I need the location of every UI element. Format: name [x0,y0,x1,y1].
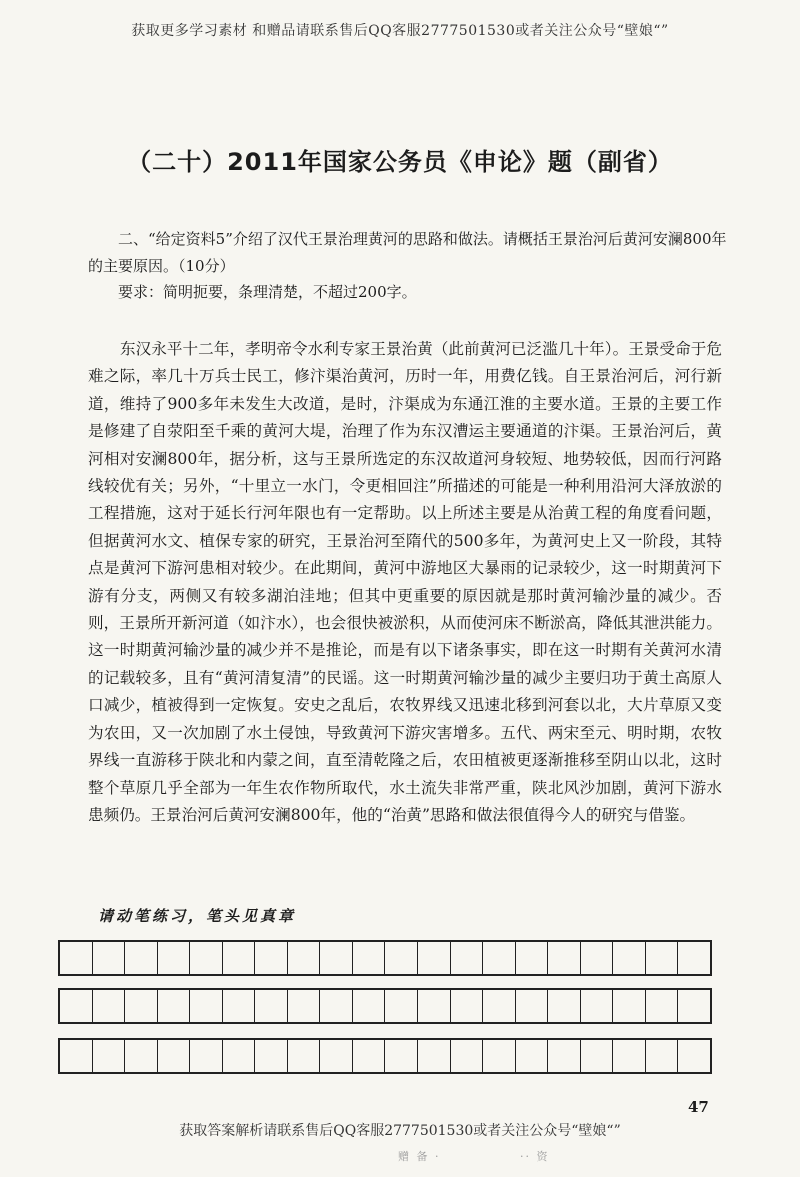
answer-grid-cell[interactable] [60,1040,93,1072]
answer-grid-cell[interactable] [483,990,516,1022]
answer-grid-cell[interactable] [548,942,581,974]
answer-grid-cell[interactable] [581,942,614,974]
answer-grid-cell[interactable] [516,1040,549,1072]
answer-grid-cell[interactable] [483,1040,516,1072]
answer-grid-cell[interactable] [646,990,679,1022]
answer-grid-cell[interactable] [288,990,321,1022]
answer-grid-cell[interactable] [516,990,549,1022]
answer-grid-row-1[interactable] [58,940,712,976]
answer-grid-cell[interactable] [190,942,223,974]
answer-grid-cell[interactable] [613,990,646,1022]
material-paragraph: 东汉永平十二年，孝明帝令水利专家王景治黄（此前黄河已泛滥几十年）。王景受命于危难之际，率几十万兵士民工，修汴渠治黄河，历时一年，用费亿钱。自王景治河后，河行新道，维持了900多年未发生大改道，是时，汴渠成为东通江淮的主要水道。王景的主要工作是修建了自荥阳至千乘的黄河大堤，治理了作为东汉漕运主要通道的汴渠。王景治河后，黄河相对安澜800年，据分析，这与王景所选定的东汉故道河身较短、地势较低，因而行河路线较优有关；另外，“十里立一水门，令更相回注”所描述的可能是一种利用沿河大泽放淤的工程措施，这对于延长行河年限也有一定帮助。以上所述主要是从治黄工程的角度看问题，但据黄河水文、植保专家的研究，王景治河至隋代的500多年，为黄河史上又一阶段，其特点是黄河下游河患相对较少。在此期间，黄河中游地区大暴雨的记录较少，这一时期黄河下游有分支，两侧又有较多湖泊洼地；但其中更重要的原因就是那时黄河输沙量的减少。否则，王景所开新河道（如汴水），也会很快被淤积，从而使河床不断淤高，降低其泄洪能力。这一时期黄河输沙量的减少并不是推论，而是有以下诸条事实，即在这一时期有关黄河水清的记载较多，且有“黄河清复清”的民谣。这一时期黄河输沙量的减少主要归功于黄土高原人口减少，植被得到一定恢复。安史之乱后，农牧界线又迅速北移到河套以北，大片草原又变为农田，又一次加剧了水土侵蚀，导致黄河下游灾害增多。五代、两宋至元、明时期，农牧界线一直游移于陕北和内蒙之间，直至清乾隆之后，农田植被更逐渐推移至阴山以北，这时整个草原几乎全部为一年生农作物所取代，水土流失非常严重，陕北风沙加剧，黄河下游水患频仍。王景治河后黄河安澜800年，他的“治黄”思路和做法很值得今人的研究与借鉴。 [88,340,722,824]
answer-grid-cell[interactable] [451,942,484,974]
answer-grid-cell[interactable] [385,942,418,974]
answer-grid-cell[interactable] [646,1040,679,1072]
scan-smudge-right: ·· 资 [520,1150,550,1163]
answer-grid-cell[interactable] [548,990,581,1022]
answer-grid-cell[interactable] [255,990,288,1022]
answer-grid-cell[interactable] [158,990,191,1022]
answer-grid-cell[interactable] [678,990,710,1022]
answer-grid-cell[interactable] [320,942,353,974]
answer-grid-cell[interactable] [288,942,321,974]
page-title: （二十）2011年国家公务员《申论》题（副省） [127,148,673,176]
top-banner: 获取更多学习素材 和赠品请联系售后QQ客服2777501530或者关注公众号“壁娘“” [131,23,669,39]
answer-grid-cell[interactable] [125,942,158,974]
answer-grid-cell[interactable] [255,1040,288,1072]
answer-grid-cell[interactable] [190,1040,223,1072]
answer-grid-cell[interactable] [678,1040,710,1072]
scan-smudge-left: 赠 备 · [398,1150,441,1163]
answer-grid-cell[interactable] [548,1040,581,1072]
answer-grid-cell[interactable] [678,942,710,974]
answer-grid-cell[interactable] [190,990,223,1022]
answer-grid-cell[interactable] [613,1040,646,1072]
answer-grid-cell[interactable] [516,942,549,974]
answer-grid-cell[interactable] [353,1040,386,1072]
answer-grid-row-3[interactable] [58,1038,712,1074]
page-number: 47 [688,1098,709,1116]
answer-grid-cell[interactable] [613,942,646,974]
question-requirement: 要求：简明扼要，条理清楚，不超过200字。 [118,283,417,301]
answer-grid-cell[interactable] [581,990,614,1022]
answer-grid-cell[interactable] [288,1040,321,1072]
answer-grid-cell[interactable] [385,990,418,1022]
answer-grid-cell[interactable] [353,990,386,1022]
answer-grid-cell[interactable] [646,942,679,974]
answer-grid-cell[interactable] [581,1040,614,1072]
answer-grid-cell[interactable] [418,990,451,1022]
practice-label: 请动笔练习，笔头见真章 [98,907,297,925]
answer-grid-cell[interactable] [255,942,288,974]
answer-grid-cell[interactable] [320,1040,353,1072]
answer-grid-cell[interactable] [223,942,256,974]
answer-grid-cell[interactable] [353,942,386,974]
answer-grid-cell[interactable] [418,1040,451,1072]
bottom-banner: 获取答案解析请联系售后QQ客服2777501530或者关注公众号“壁娘“” [179,1123,621,1139]
question-text: 二、“给定资料5”介绍了汉代王景治理黄河的思路和做法。请概括王景治河后黄河安澜800年的主要原因。（10分） [88,230,727,275]
answer-grid-row-2[interactable] [58,988,712,1024]
answer-grid-cell[interactable] [93,990,126,1022]
answer-grid-cell[interactable] [93,942,126,974]
answer-grid-cell[interactable] [158,1040,191,1072]
answer-grid-cell[interactable] [60,942,93,974]
answer-grid-cell[interactable] [60,990,93,1022]
answer-grid-cell[interactable] [385,1040,418,1072]
answer-grid-cell[interactable] [418,942,451,974]
answer-grid-cell[interactable] [320,990,353,1022]
answer-grid-cell[interactable] [223,1040,256,1072]
answer-grid-cell[interactable] [223,990,256,1022]
answer-grid-cell[interactable] [451,990,484,1022]
answer-grid-cell[interactable] [451,1040,484,1072]
answer-grid-cell[interactable] [483,942,516,974]
answer-grid-cell[interactable] [125,990,158,1022]
answer-grid-cell[interactable] [158,942,191,974]
answer-grid-cell[interactable] [93,1040,126,1072]
answer-grid-cell[interactable] [125,1040,158,1072]
